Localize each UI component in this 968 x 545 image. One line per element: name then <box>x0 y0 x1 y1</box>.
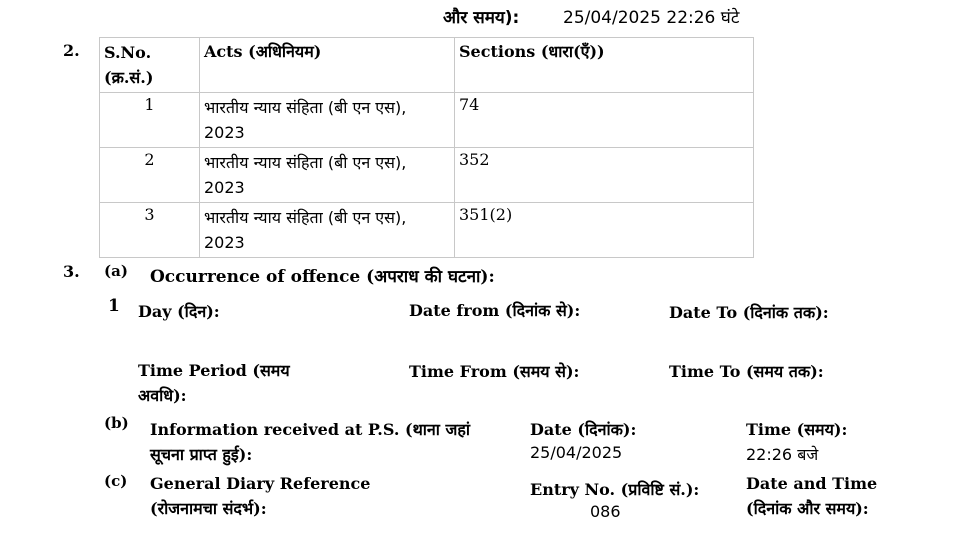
marker-b: (b) <box>104 414 129 432</box>
time-to-label: Time To (समय तक): <box>669 362 824 381</box>
occurrence-item-number: 1 <box>108 296 120 316</box>
info-date-value: 25/04/2025 <box>530 443 623 462</box>
row-section: 74 <box>455 93 754 148</box>
info-received-label: Information received at P.S. (थाना जहां सूचना प्राप्त हुई): <box>150 420 471 464</box>
header-sections: Sections (धारा(एँ)) <box>459 42 605 61</box>
time-period-label: Time Period (समय अवधि): <box>138 361 290 405</box>
row-section: 352 <box>455 148 754 203</box>
info-date-label: Date (दिनांक): <box>530 420 637 439</box>
row-sno: 3 <box>100 203 200 258</box>
acts-table <box>99 37 754 258</box>
time-from-label: Time From (समय से): <box>409 362 580 381</box>
row-sno: 1 <box>100 93 200 148</box>
row-act: भारतीय न्याय संहिता (बी एन एस), 2023 <box>204 153 407 197</box>
table-row <box>100 148 754 203</box>
section-2-number: 2. <box>63 41 80 60</box>
row-act: भारतीय न्याय संहिता (बी एन एस), 2023 <box>204 98 407 142</box>
entry-no-value: 086 <box>590 502 621 521</box>
info-time-label: Time (समय): <box>746 420 848 439</box>
row-section: 351(2) <box>455 203 754 258</box>
top-line-value: 25/04/2025 22:26 घंटे <box>563 8 740 28</box>
table-row <box>100 93 754 148</box>
marker-a: (a) <box>104 262 128 280</box>
info-time-value: 22:26 बजे <box>746 445 819 464</box>
date-and-time-label: Date and Time (दिनांक और समय): <box>746 474 878 518</box>
entry-no-label: Entry No. (प्रविष्टि सं.): <box>530 480 700 499</box>
general-diary-label: General Diary Reference (रोजनामचा संदर्भ): <box>150 474 371 518</box>
day-label: Day (दिन): <box>138 302 220 321</box>
table-row <box>100 203 754 258</box>
header-sno: S.No. (क्र.सं.) <box>104 43 154 87</box>
section-3-number: 3. <box>63 262 80 281</box>
acts-table-header <box>100 38 754 93</box>
row-act: भारतीय न्याय संहिता (बी एन एस), 2023 <box>204 208 407 252</box>
date-to-label: Date To (दिनांक तक): <box>669 303 829 322</box>
marker-c: (c) <box>104 472 128 490</box>
header-acts: Acts (अधिनियम) <box>204 42 322 61</box>
date-from-label: Date from (दिनांक से): <box>409 301 581 320</box>
top-line-label: और समय): <box>443 8 520 28</box>
row-sno: 2 <box>100 148 200 203</box>
occurrence-title: Occurrence of offence (अपराध की घटना): <box>150 267 495 287</box>
